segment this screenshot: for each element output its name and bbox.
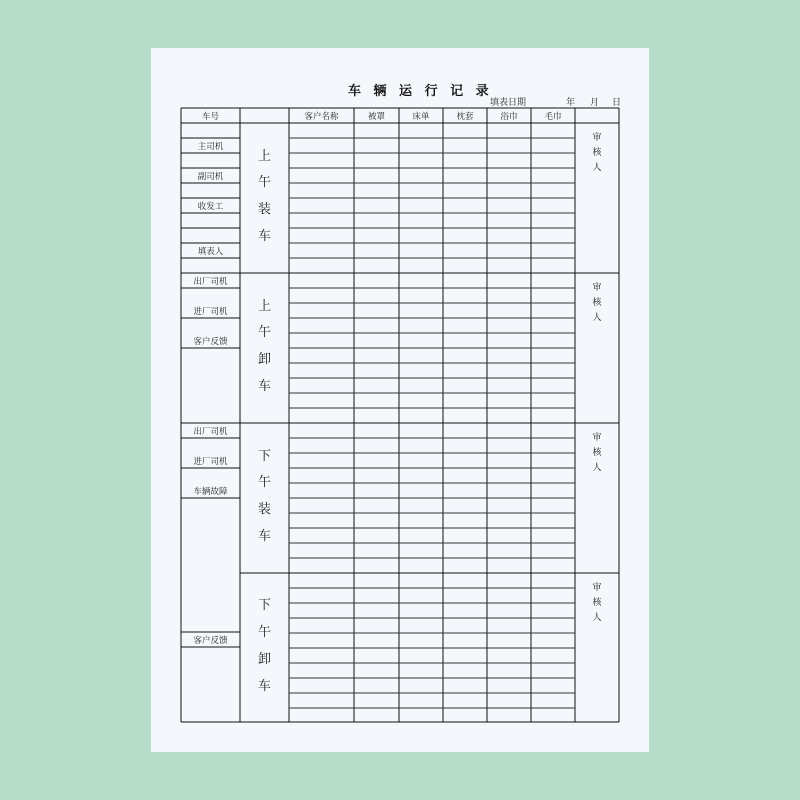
auditor-label-char: 核 [592, 598, 602, 608]
header-item: 枕套 [456, 112, 474, 122]
header-item: 浴巾 [500, 112, 518, 122]
fill-date-year: 年 [566, 98, 576, 108]
auditor-label-char: 审 [592, 283, 602, 293]
section-name-char: 装 [257, 202, 272, 217]
section-name-char: 卸 [257, 352, 272, 367]
left-label: 进厂司机 [193, 307, 228, 317]
auditor-label-char: 人 [592, 313, 602, 323]
left-label: 副司机 [197, 172, 224, 182]
auditor-label-char: 核 [592, 148, 602, 158]
section-name-char: 上 [257, 149, 272, 164]
section-name-char: 车 [257, 679, 272, 694]
left-label: 主司机 [197, 142, 224, 152]
section-name-char: 下 [257, 598, 272, 613]
section-name-char: 车 [257, 379, 272, 394]
left-label: 收发工 [197, 202, 224, 212]
section-name-char: 车 [257, 229, 272, 244]
fill-date-label: 填表日期 [490, 98, 527, 108]
header-car-no: 车号 [201, 112, 220, 122]
section-name-char: 午 [257, 475, 272, 490]
fill-date-day: 日 [612, 98, 622, 108]
auditor-label-char: 核 [592, 448, 602, 458]
auditor-label-char: 人 [592, 163, 602, 173]
auditor-label-char: 人 [592, 463, 602, 473]
auditor-label-char: 核 [592, 298, 602, 308]
form-title: 车 辆 运 行 记 录 [348, 84, 493, 99]
section-name-char: 午 [257, 175, 272, 190]
auditor-label-char: 人 [592, 613, 602, 623]
left-label: 出厂司机 [193, 277, 228, 287]
left-label: 填表人 [197, 247, 224, 257]
header-item: 毛巾 [544, 112, 562, 122]
auditor-label-char: 审 [592, 433, 602, 443]
fill-date-month: 月 [590, 98, 600, 108]
header-item: 床单 [412, 112, 430, 122]
left-label: 车辆故障 [193, 487, 228, 497]
left-label: 客户反馈 [193, 337, 228, 347]
section-name-char: 下 [257, 449, 272, 464]
left-label: 出厂司机 [193, 427, 228, 437]
section-name-char: 午 [257, 325, 272, 340]
section-name-char: 午 [257, 625, 272, 640]
section-name-char: 上 [257, 299, 272, 314]
left-label: 进厂司机 [193, 457, 228, 467]
header-customer-name: 客户名称 [304, 112, 339, 122]
left-label: 客户反馈 [193, 636, 228, 646]
header-item: 被罩 [367, 112, 386, 122]
section-name-char: 车 [257, 529, 272, 544]
auditor-label-char: 审 [592, 583, 602, 593]
section-name-char: 装 [257, 502, 272, 517]
section-name-char: 卸 [257, 652, 272, 667]
auditor-label-char: 审 [592, 133, 602, 143]
